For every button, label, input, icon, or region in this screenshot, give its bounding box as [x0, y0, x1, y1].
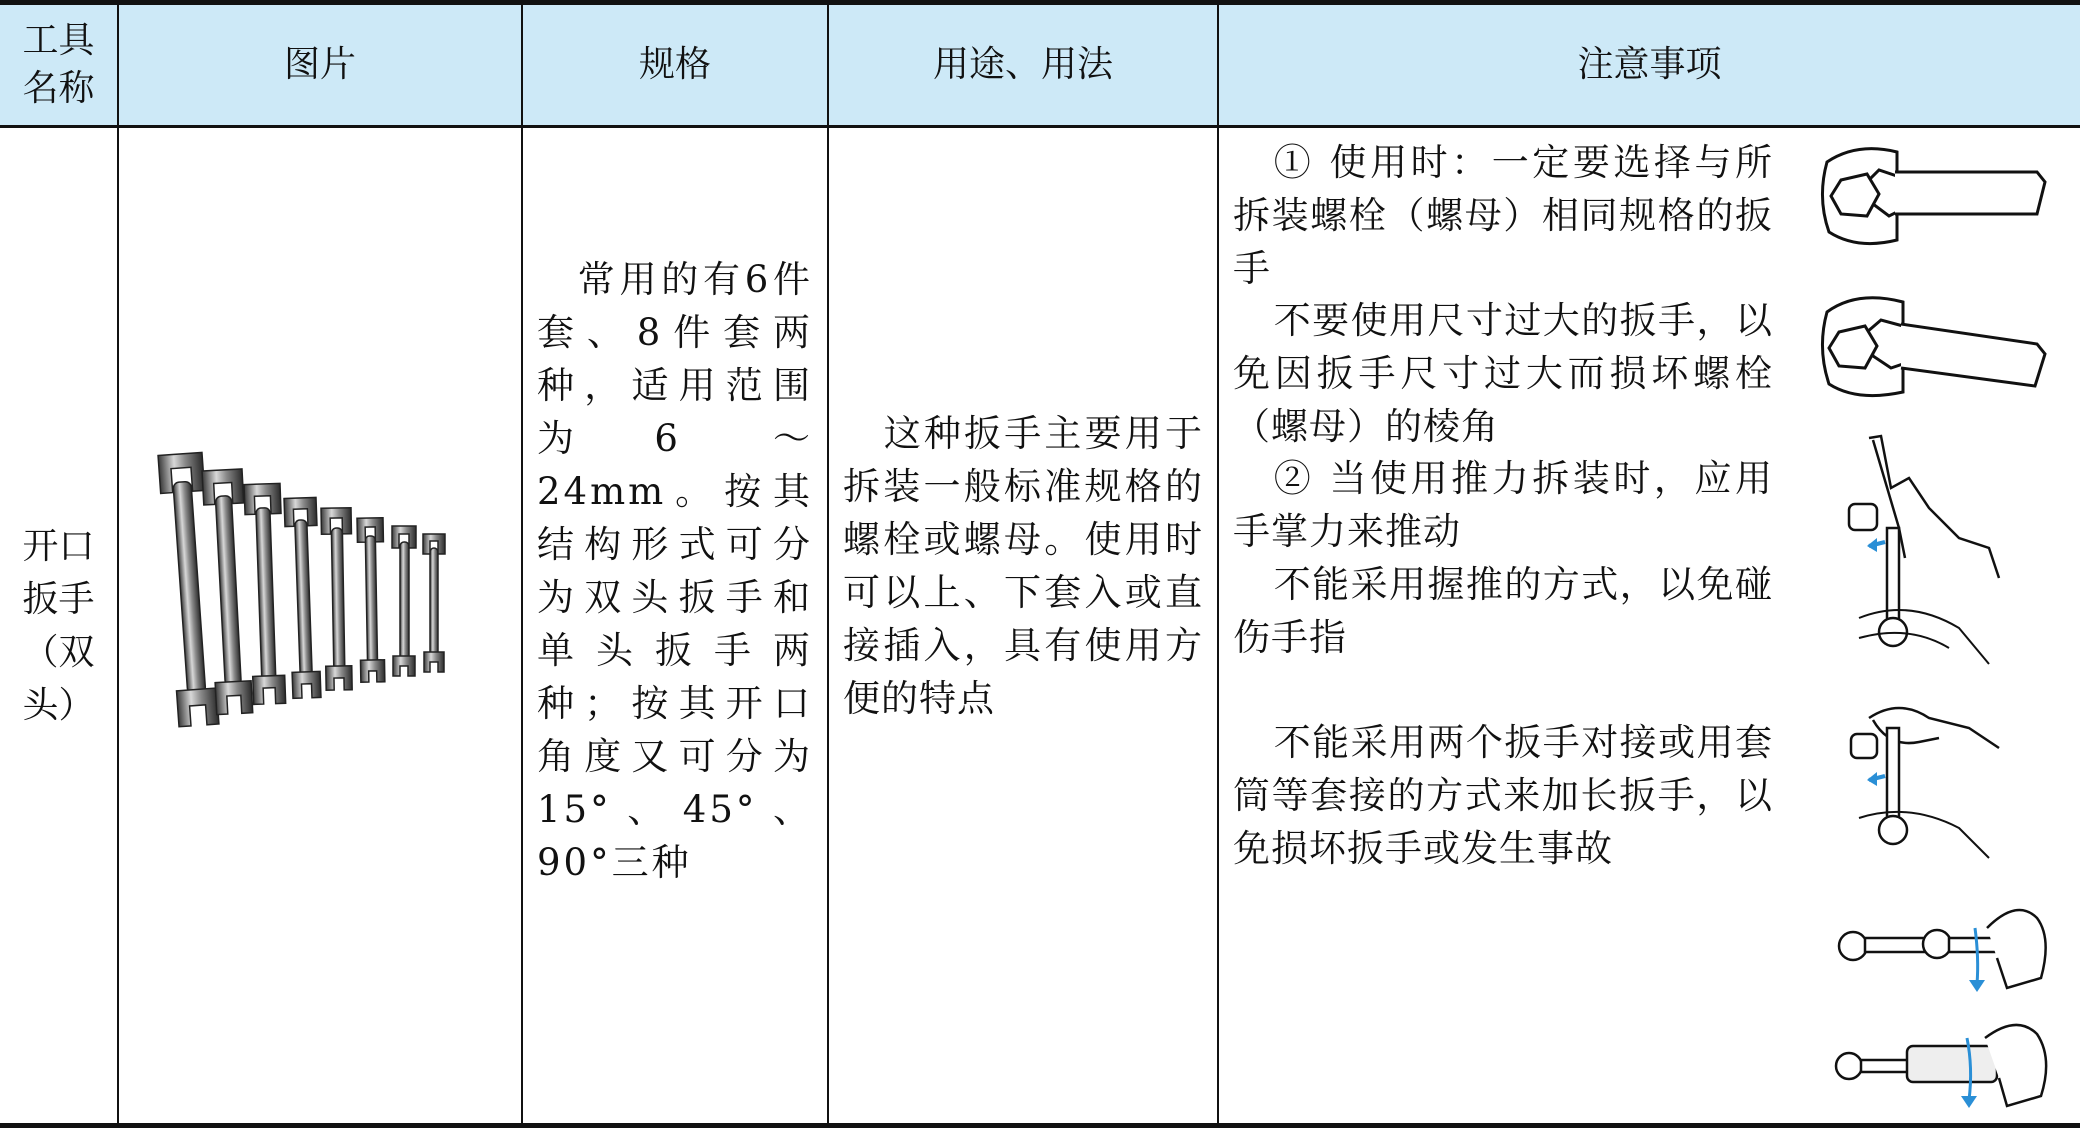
tool-name-line: 扳手	[22, 578, 95, 620]
header-image: 图片	[118, 3, 522, 127]
spec-cell	[522, 127, 828, 1126]
header-tool-name-line2: 名称	[22, 68, 95, 109]
note-item: 不能采用两个扳手对接或用套筒等套接的方式来加长扳手，以免损坏扳手或发生事故	[1233, 721, 1773, 870]
tool-name-line: 头）	[22, 684, 95, 726]
header-row	[0, 3, 2080, 127]
spec-text: 常用的有6件套、8件套两种，适用范围为6 ～ 24mm。按其结构形式可分为双头扳手和单头扳手两种；按其开口角度又可分为15°、45°、90°三种	[537, 257, 813, 884]
header-tool-name-line1: 工具	[22, 20, 95, 61]
note-item: 不能采用握推的方式，以免碰伤手指	[1233, 563, 1773, 659]
header-notes: 注意事项	[1218, 3, 2080, 127]
note-item: ② 当使用推力拆装时，应用手掌力来推动	[1233, 457, 1773, 553]
notes-wrap	[1219, 128, 2080, 1123]
image-cell	[118, 127, 522, 1126]
wrench-set-photo	[150, 444, 490, 744]
tool-name-line: 开口	[22, 525, 95, 567]
wrench-correct-fit-icon	[1817, 142, 2047, 252]
header-spec: 规格	[522, 3, 828, 127]
usage-text: 这种扳手主要用于拆装一般标准规格的螺栓或螺母。使用时可以上、下套入或直接插入，具有使用方便的特点	[843, 411, 1203, 720]
note-item: 不要使用尺寸过大的扳手，以免因扳手尺寸过大而损坏螺栓（螺母）的棱角	[1233, 299, 1773, 448]
usage-cell	[828, 127, 1218, 1126]
wrench-oversize-icon	[1817, 288, 2047, 408]
notes-cell	[1218, 127, 2080, 1126]
header-usage: 用途、用法	[828, 3, 1218, 127]
grip-push-icon	[1839, 698, 2009, 868]
pipe-extension-icon	[1827, 1008, 2057, 1118]
tool-name-cell	[0, 127, 118, 1126]
palm-push-icon	[1839, 428, 2009, 678]
note-item: ① 使用时：一定要选择与所拆装螺栓（螺母）相同规格的扳手	[1233, 141, 1773, 290]
extension-wrench-icon	[1827, 888, 2057, 998]
tool-name-line: （双	[22, 631, 95, 673]
header-tool-name	[0, 3, 118, 127]
table-row	[0, 127, 2080, 1126]
